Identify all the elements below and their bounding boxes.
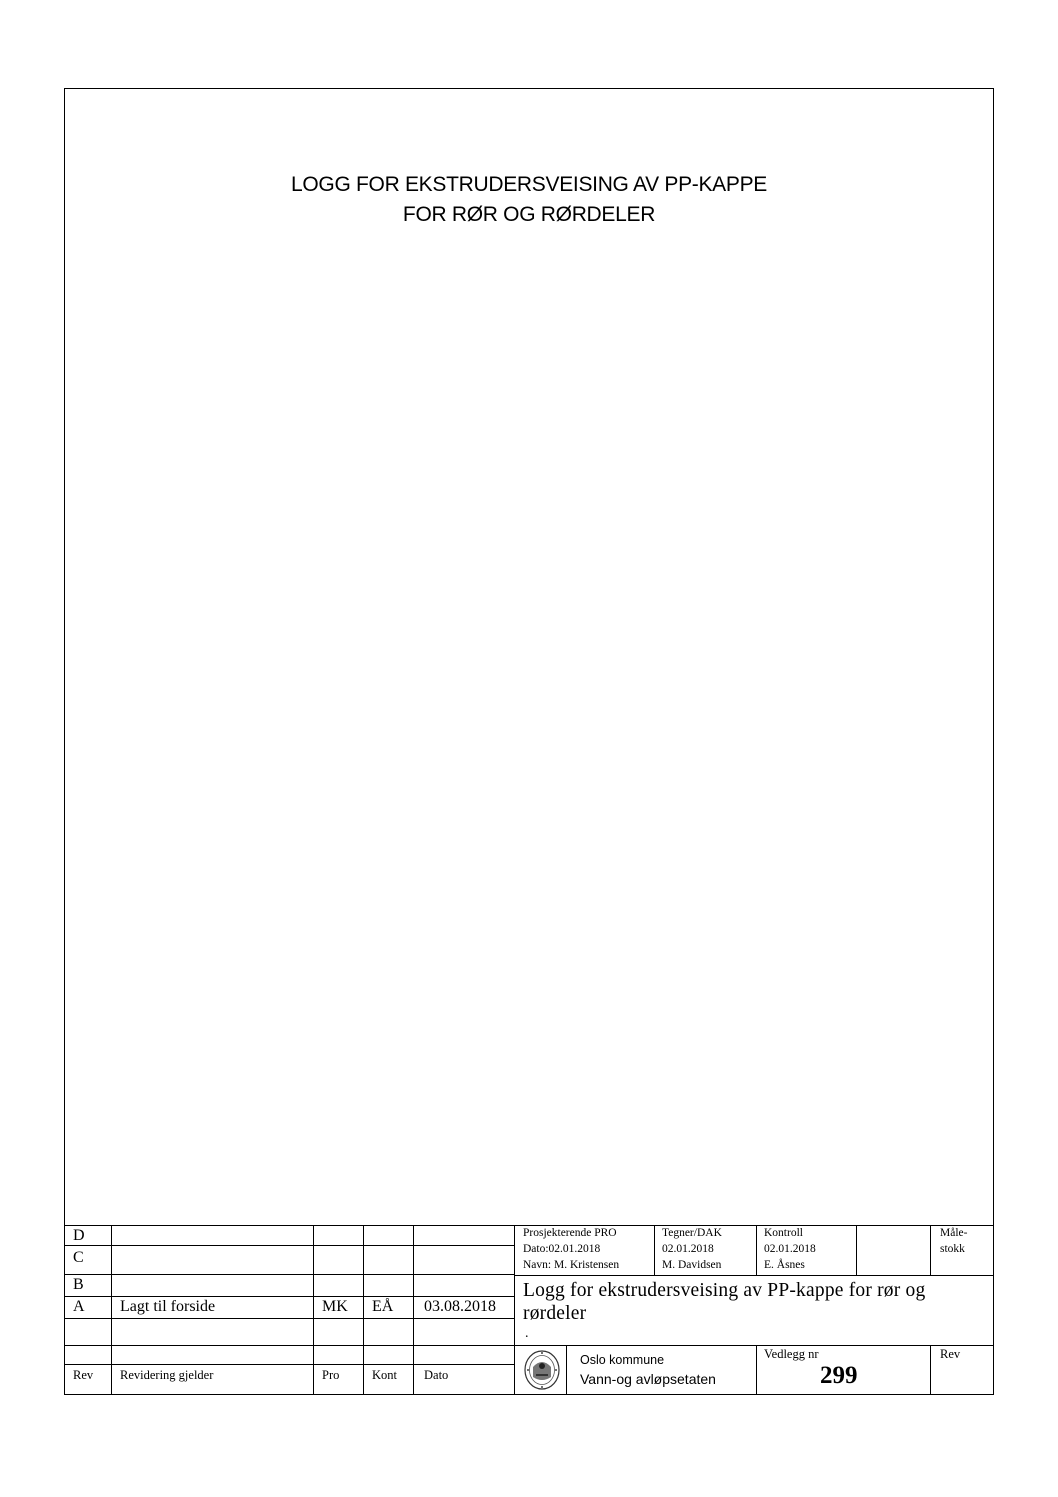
rev-row-a-dato: 03.08.2018	[424, 1298, 496, 1315]
drawing-title-line-2: rørdeler	[523, 1303, 587, 1324]
rev-row-a-text: Lagt til forside	[120, 1298, 216, 1315]
kontroll-date: 02.01.2018	[764, 1243, 816, 1255]
document-title	[0, 170, 1058, 230]
prosjekterende-date: Dato:02.01.2018	[523, 1243, 601, 1255]
vedlegg-label: Vedlegg nr	[764, 1347, 819, 1361]
rev-header-kont: Kont	[372, 1368, 397, 1382]
rev-header-pro: Pro	[322, 1368, 340, 1382]
rev-row-a-pro: MK	[322, 1298, 348, 1315]
drawing-frame	[64, 88, 994, 1395]
drawing-title-line-1: Logg for ekstrudersveising av PP-kappe for rør og	[523, 1280, 926, 1301]
malestokk-label-1: Måle-	[940, 1227, 968, 1239]
tegner-label: Tegner/DAK	[662, 1227, 722, 1239]
rev-row-c-letter: C	[73, 1249, 84, 1266]
document-title-line-2: FOR RØR OG RØRDELER	[402, 203, 656, 226]
rev-header-rev: Rev	[73, 1368, 94, 1382]
organization-department: Vann-og avløpsetaten	[580, 1371, 716, 1387]
tegner-name: M. Davidsen	[662, 1259, 722, 1271]
rev-row-b-letter: B	[73, 1276, 84, 1293]
prosjekterende-name: Navn: M. Kristensen	[523, 1259, 620, 1271]
organization-name: Oslo kommune	[580, 1353, 665, 1367]
drawing-title-dot: .	[525, 1326, 529, 1341]
prosjekterende-label: Prosjekterende PRO	[523, 1227, 617, 1239]
rev-row-a-kont: EÅ	[372, 1298, 394, 1315]
tegner-date: 02.01.2018	[662, 1243, 714, 1255]
kontroll-name: E. Åsnes	[764, 1259, 805, 1271]
rev-row-a-letter: A	[73, 1298, 85, 1315]
vedlegg-number: 299	[820, 1362, 858, 1389]
rev-row-d-letter: D	[73, 1227, 85, 1244]
document-title-line-1: LOGG FOR EKSTRUDERSVEISING AV PP-KAPPE	[291, 173, 767, 196]
rev-header-text: Revidering gjelder	[120, 1368, 214, 1382]
rev-label: Rev	[940, 1347, 961, 1361]
kontroll-label: Kontroll	[764, 1227, 803, 1239]
rev-header-dato: Dato	[424, 1368, 449, 1382]
malestokk-label-2: stokk	[940, 1243, 965, 1255]
oslo-seal-logo	[523, 1349, 561, 1391]
